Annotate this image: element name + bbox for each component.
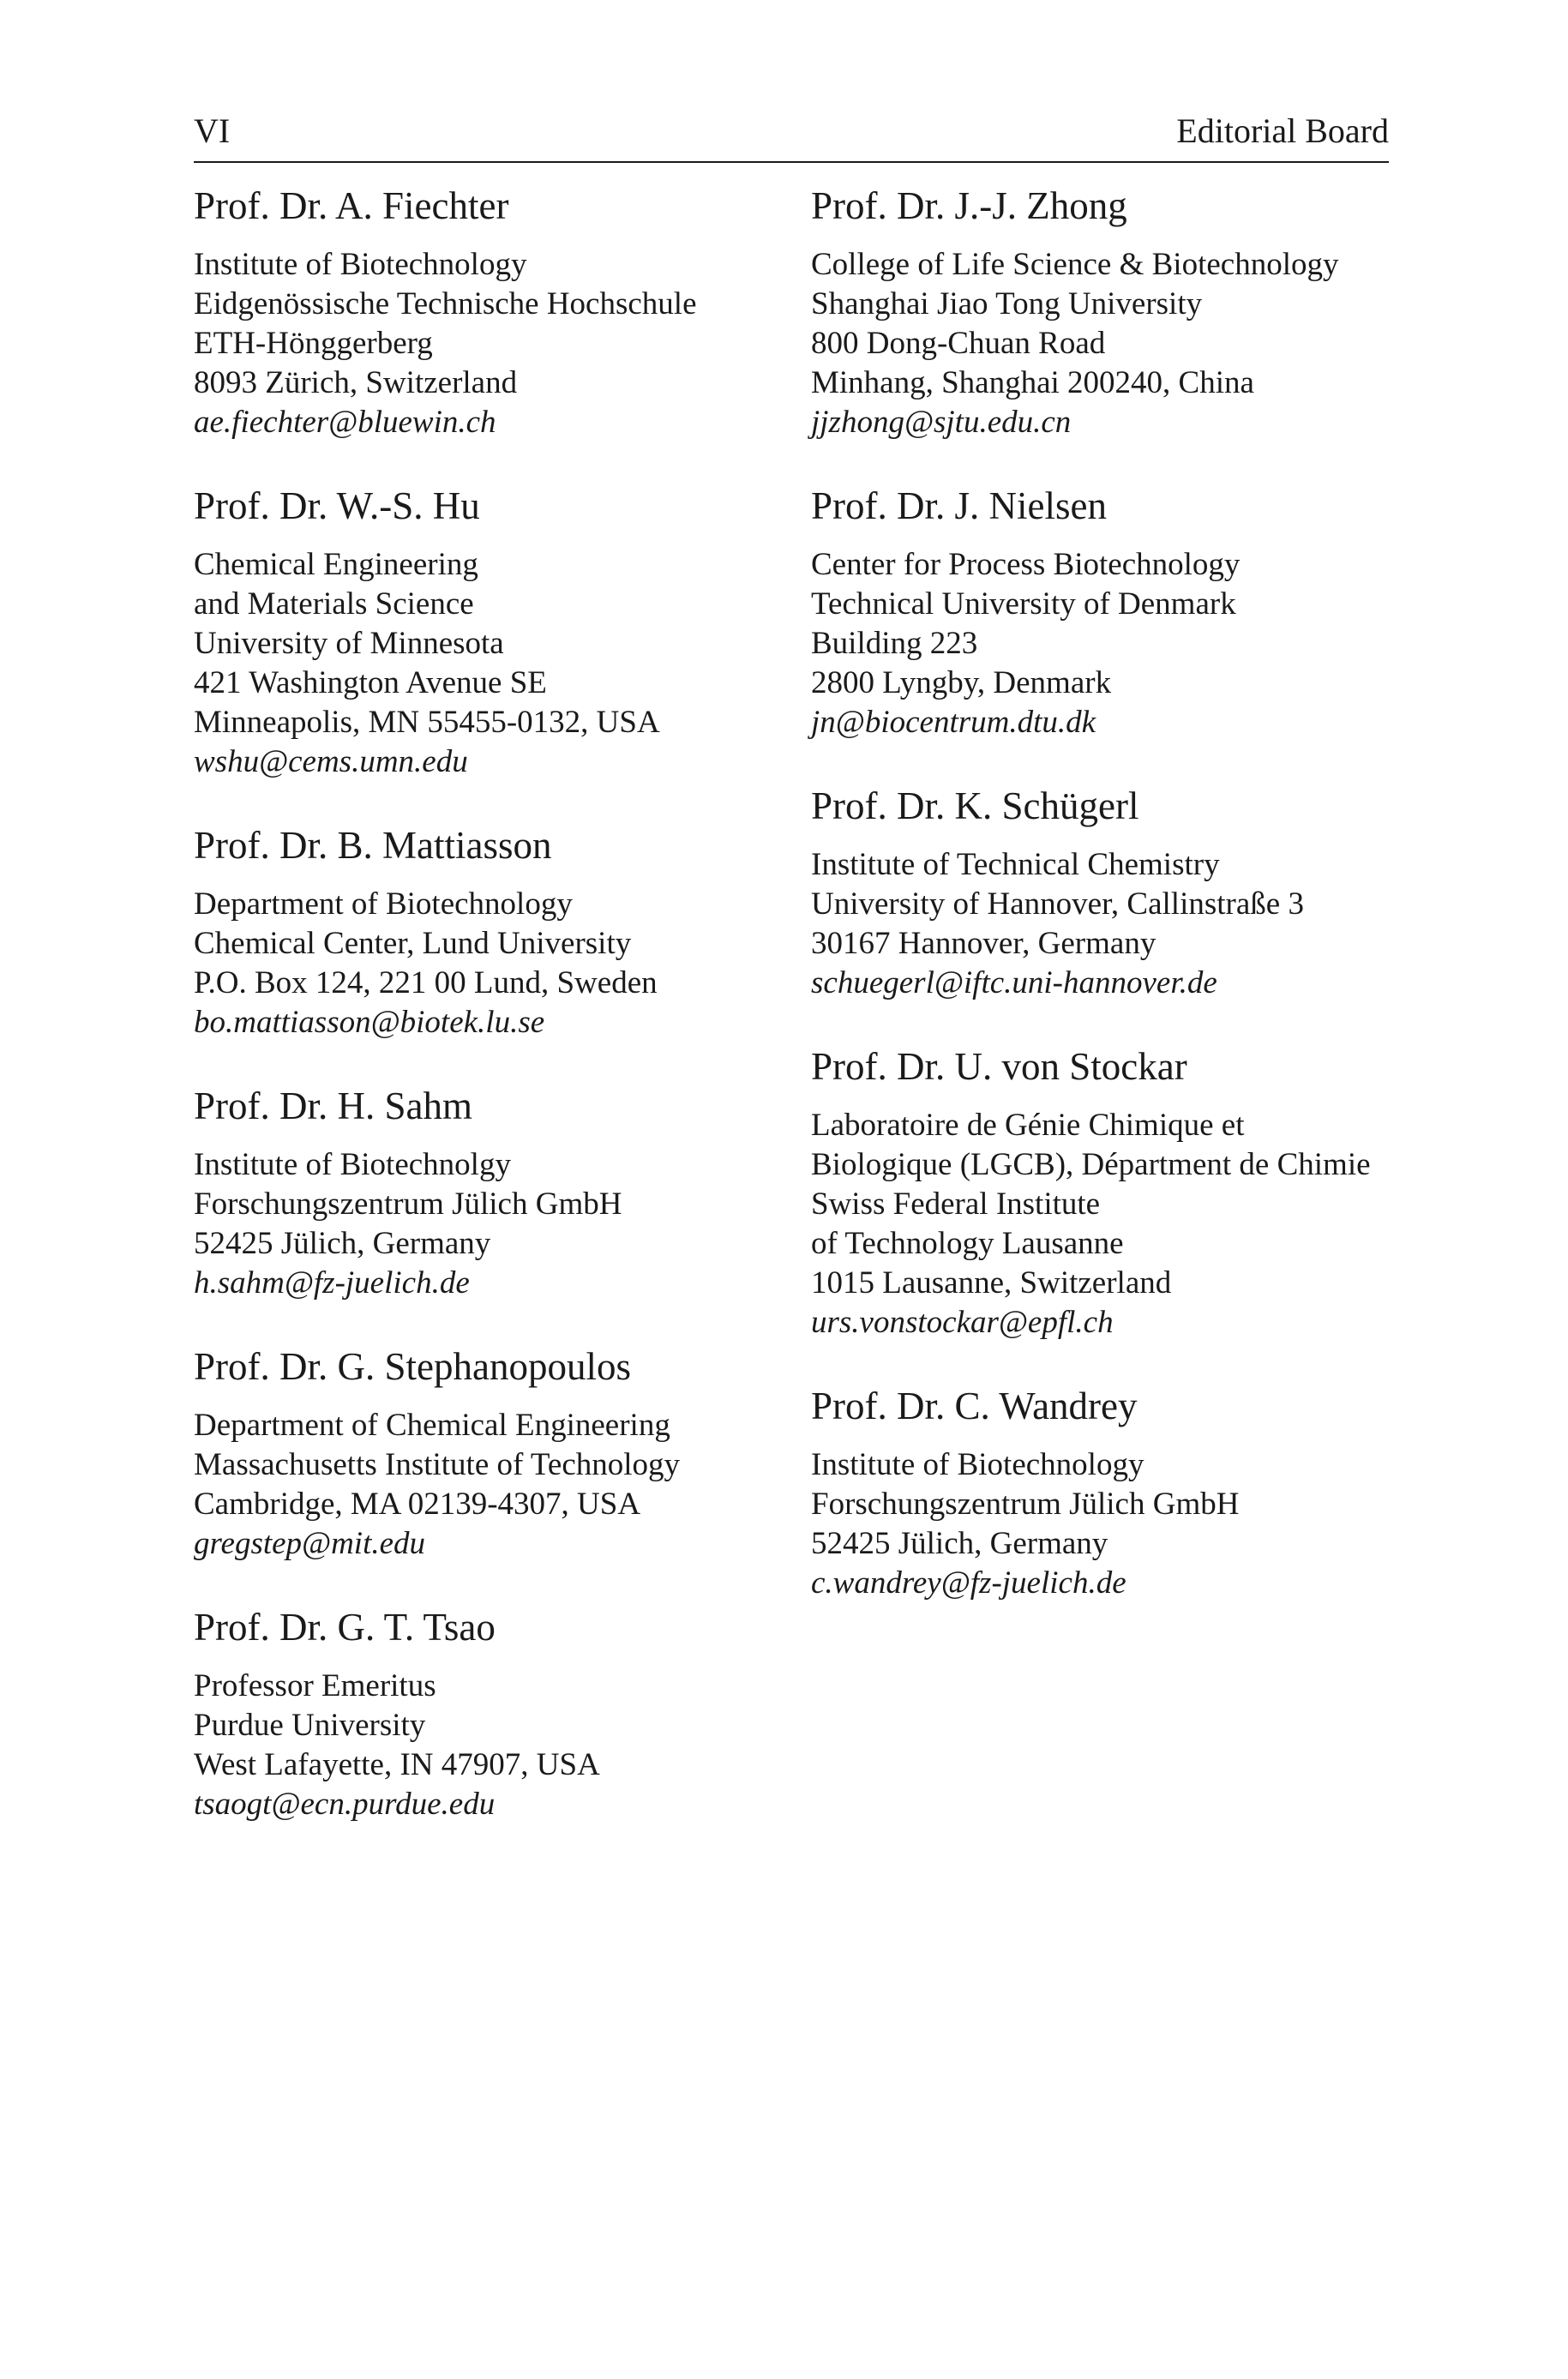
address-line: Center for Process Biotechnology (811, 547, 1241, 582)
address-line: Purdue University (194, 1708, 426, 1743)
address-line: Department of Biotechnology (194, 886, 573, 922)
right-column (811, 180, 1377, 1641)
address-line: 1015 Lausanne, Switzerland (811, 1265, 1172, 1301)
address-line: Biologique (LGCB), Départment de Chimie (811, 1147, 1371, 1182)
member-name: Prof. Dr. J. Nielsen (811, 484, 1107, 527)
page-number: VI (194, 111, 231, 150)
address-line: Shanghai Jiao Tong University (811, 286, 1203, 321)
address-line: Building 223 (811, 626, 978, 661)
board-member-entry (811, 1041, 1377, 1343)
address-line: West Lafayette, IN 47907, USA (194, 1747, 600, 1782)
address-line: 52425 Jülich, Germany (811, 1526, 1108, 1561)
email-address[interactable]: h.sahm@fz-juelich.de (194, 1265, 470, 1301)
address-line: P.O. Box 124, 221 00 Lund, Sweden (194, 965, 658, 1000)
address-line: University of Hannover, Callinstraße 3 (811, 886, 1304, 922)
address-line: Chemical Engineering (194, 547, 478, 582)
section-title: Editorial Board (1176, 111, 1389, 150)
address-line: Eidgenössische Technische Hochschule (194, 286, 697, 321)
board-member-entry (194, 1080, 760, 1303)
member-name: Prof. Dr. A. Fiechter (194, 184, 509, 227)
address-line: 2800 Lyngby, Denmark (811, 665, 1112, 700)
address-line: Minhang, Shanghai 200240, China (811, 365, 1254, 400)
email-address[interactable]: jjzhong@sjtu.edu.cn (811, 405, 1072, 440)
board-member-entry (194, 820, 760, 1042)
email-address[interactable]: c.wandrey@fz-juelich.de (811, 1565, 1126, 1601)
address-line: Professor Emeritus (194, 1668, 436, 1703)
address-line: Institute of Biotechnolgy (194, 1147, 511, 1182)
board-member-entry (811, 480, 1377, 742)
email-address[interactable]: urs.vonstockar@epfl.ch (811, 1305, 1114, 1340)
address-line: Forschungszentrum Jülich GmbH (811, 1487, 1240, 1522)
address-line: Department of Chemical Engineering (194, 1408, 670, 1443)
board-member-entry (194, 480, 760, 782)
address-line: 30167 Hannover, Germany (811, 926, 1156, 961)
address-line: 421 Washington Avenue SE (194, 665, 547, 700)
member-name: Prof. Dr. K. Schügerl (811, 784, 1139, 827)
member-name: Prof. Dr. J.-J. Zhong (811, 184, 1127, 227)
address-line: Forschungszentrum Jülich GmbH (194, 1186, 622, 1222)
member-name: Prof. Dr. G. T. Tsao (194, 1606, 496, 1649)
email-address[interactable]: tsaogt@ecn.purdue.edu (194, 1787, 496, 1822)
address-line: University of Minnesota (194, 626, 504, 661)
address-line: Laboratoire de Génie Chimique et (811, 1108, 1245, 1143)
email-address[interactable]: bo.mattiasson@biotek.lu.se (194, 1005, 545, 1040)
address-line: College of Life Science & Biotechnology (811, 247, 1339, 282)
address-line: and Materials Science (194, 586, 474, 622)
address-line: Minneapolis, MN 55455-0132, USA (194, 705, 660, 740)
email-address[interactable]: ae.fiechter@bluewin.ch (194, 405, 496, 440)
member-name: Prof. Dr. W.-S. Hu (194, 484, 480, 527)
address-line: 800 Dong-Chuan Road (811, 326, 1106, 361)
board-member-entry (811, 780, 1377, 1003)
address-line: Swiss Federal Institute (811, 1186, 1101, 1222)
member-name: Prof. Dr. U. von Stockar (811, 1045, 1187, 1088)
address-line: 8093 Zürich, Switzerland (194, 365, 518, 400)
member-name: Prof. Dr. H. Sahm (194, 1084, 472, 1127)
running-header (194, 110, 1389, 163)
board-member-entry (194, 1601, 760, 1824)
address-line: Institute of Biotechnology (811, 1447, 1144, 1482)
member-name: Prof. Dr. C. Wandrey (811, 1385, 1138, 1427)
address-line: Chemical Center, Lund University (194, 926, 632, 961)
board-member-entry (811, 1380, 1377, 1603)
email-address[interactable]: gregstep@mit.edu (194, 1526, 426, 1561)
address-line: ETH-Hönggerberg (194, 326, 433, 361)
address-line: Cambridge, MA 02139-4307, USA (194, 1487, 641, 1522)
board-member-entry (194, 1341, 760, 1564)
member-name: Prof. Dr. B. Mattiasson (194, 824, 552, 867)
email-address[interactable]: schuegerl@iftc.uni-hannover.de (811, 965, 1217, 1000)
address-line: Institute of Technical Chemistry (811, 847, 1220, 882)
email-address[interactable]: wshu@cems.umn.edu (194, 744, 468, 779)
address-line: Technical University of Denmark (811, 586, 1236, 622)
left-column (194, 180, 760, 1862)
board-member-entry (811, 180, 1377, 442)
member-name: Prof. Dr. G. Stephanopoulos (194, 1345, 631, 1388)
board-member-entry (194, 180, 760, 442)
address-line: Massachusetts Institute of Technology (194, 1447, 681, 1482)
address-line: of Technology Lausanne (811, 1226, 1124, 1261)
address-line: Institute of Biotechnology (194, 247, 527, 282)
email-address[interactable]: jn@biocentrum.dtu.dk (811, 705, 1096, 740)
address-line: 52425 Jülich, Germany (194, 1226, 491, 1261)
